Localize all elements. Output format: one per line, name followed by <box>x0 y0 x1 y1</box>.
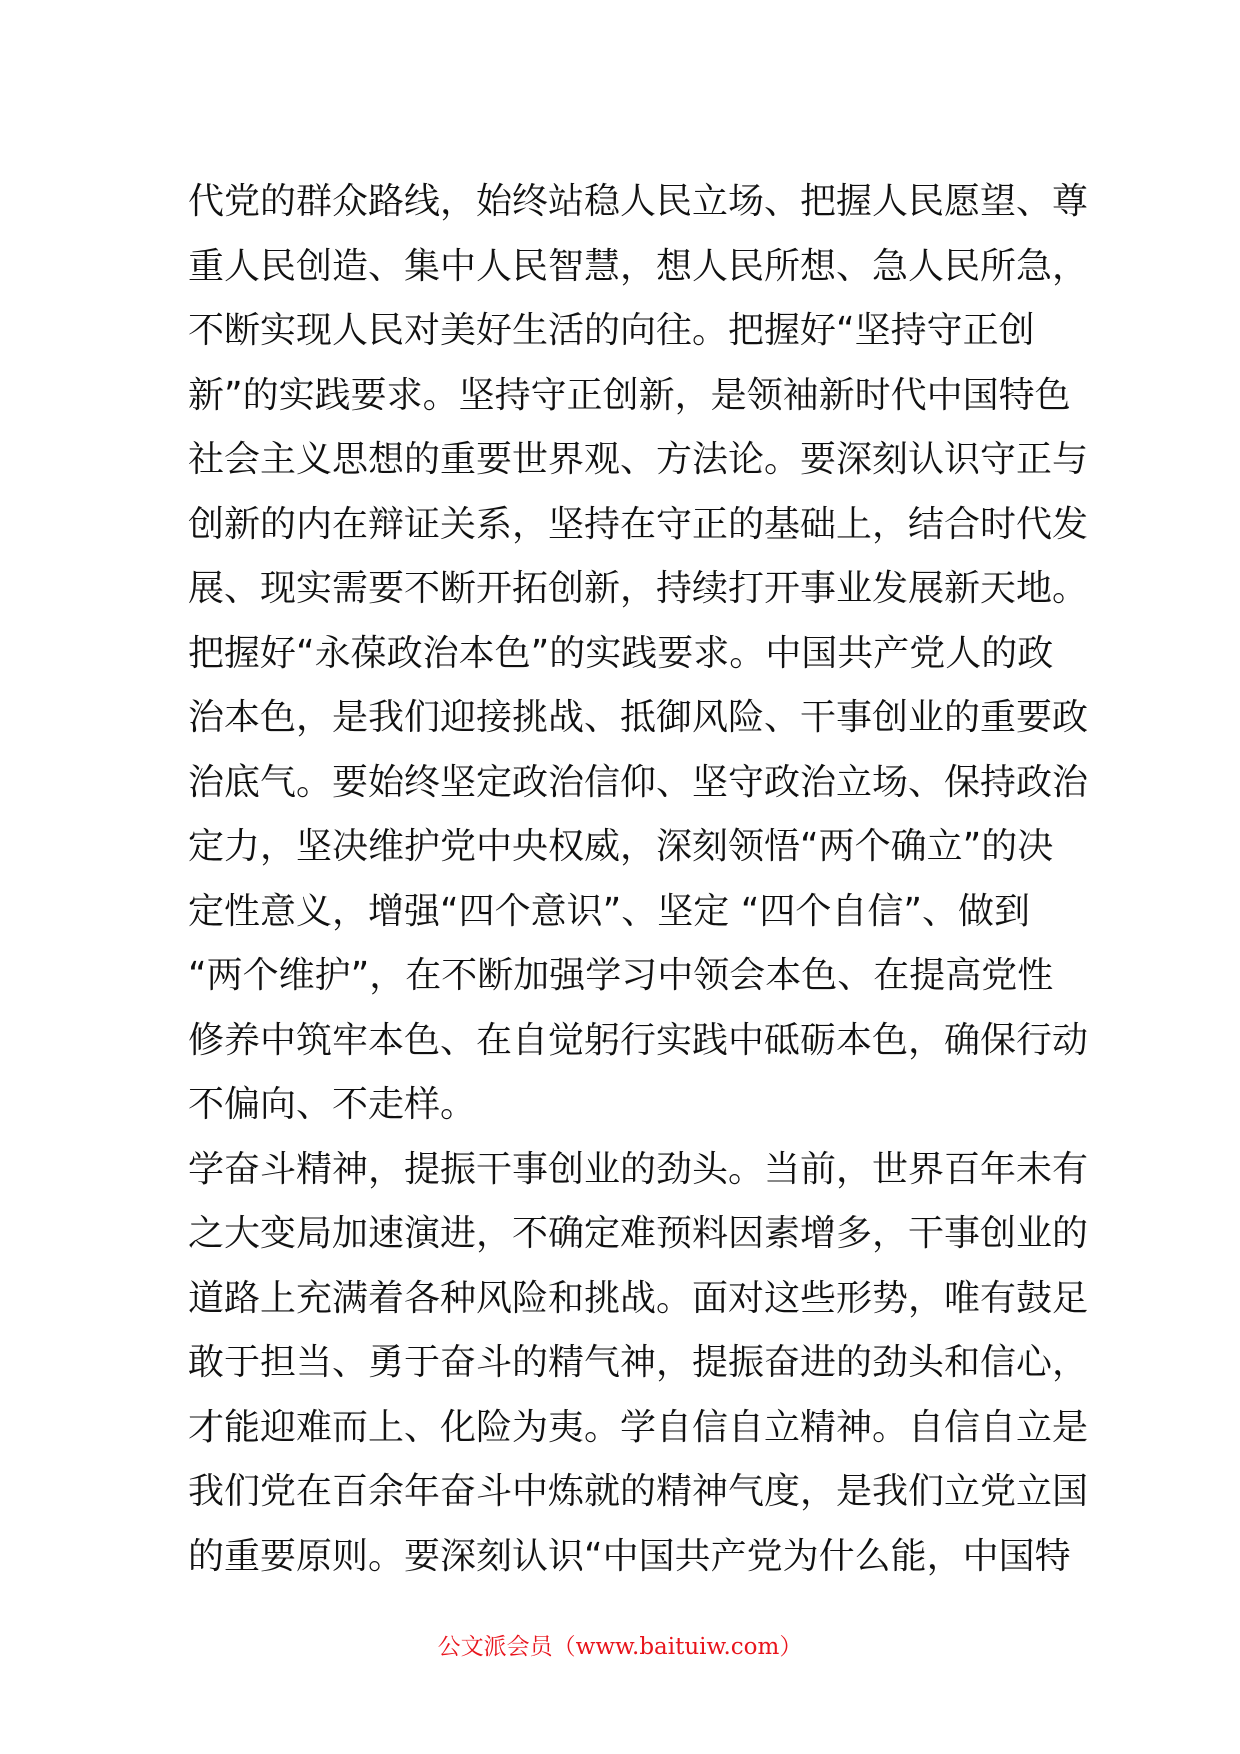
text-line: 定性意义，增强“四个意识”、坚定 “四个自信”、做到 <box>188 890 1031 932</box>
body-text <box>188 170 1089 1589</box>
text-line: 社会主义思想的重要世界观、方法论。要深刻认识守正与 <box>188 439 1089 480</box>
text-line: 展、现实需要不断开拓创新，持续打开事业发展新天地。 <box>188 568 1089 609</box>
text-line: 才能迎难而上、化险为夷。学自信自立精神。自信自立是 <box>188 1406 1089 1448</box>
text-line: 我们党在百余年奋斗中炼就的精神气度，是我们立党立国 <box>188 1471 1089 1512</box>
text-line: 把握好“永葆政治本色”的实践要求。中国共产党人的政 <box>188 632 1054 674</box>
text-line: 敢于担当、勇于奋斗的精气神，提振奋进的劲头和信心， <box>188 1342 1089 1383</box>
text-line: 修养中筑牢本色、在自觉躬行实践中砥砺本色，确保行动 <box>188 1019 1089 1061</box>
text-line: 之大变局加速演进，不确定难预料因素增多，干事创业的 <box>188 1213 1089 1254</box>
text-line: 的重要原则。要深刻认识“中国共产党为什么能，中国特 <box>188 1535 1071 1577</box>
text-line: 重人民创造、集中人民智慧，想人民所想、急人民所急， <box>188 245 1089 287</box>
text-line: 道路上充满着各种风险和挑战。面对这些形势，唯有鼓足 <box>188 1277 1089 1319</box>
footer-watermark: 公文派会员（www.baituiw.com） <box>437 1634 803 1660</box>
text-line: 治底气。要始终坚定政治信仰、坚守政治立场、保持政治 <box>188 761 1089 803</box>
text-line: 代党的群众路线，始终站稳人民立场、把握人民愿望、尊 <box>188 181 1089 222</box>
text-line: 定力，坚决维护党中央权威，深刻领悟“两个确立”的决 <box>188 826 1054 867</box>
text-line: “两个维护”，在不断加强学习中领会本色、在提高党性 <box>188 955 1054 996</box>
text-line: 治本色，是我们迎接挑战、抵御风险、干事创业的重要政 <box>188 697 1089 738</box>
text-line: 不断实现人民对美好生活的向往。把握好“坚持守正创 <box>188 310 1035 351</box>
text-line: 不偏向、不走样。 <box>188 1084 477 1125</box>
text-line: 新”的实践要求。坚持守正创新，是领袖新时代中国特色 <box>188 374 1071 416</box>
text-line: 创新的内在辩证关系，坚持在守正的基础上，结合时代发 <box>188 503 1089 545</box>
text-line: 学奋斗精神，提振干事创业的劲头。当前，世界百年未有 <box>188 1148 1089 1190</box>
